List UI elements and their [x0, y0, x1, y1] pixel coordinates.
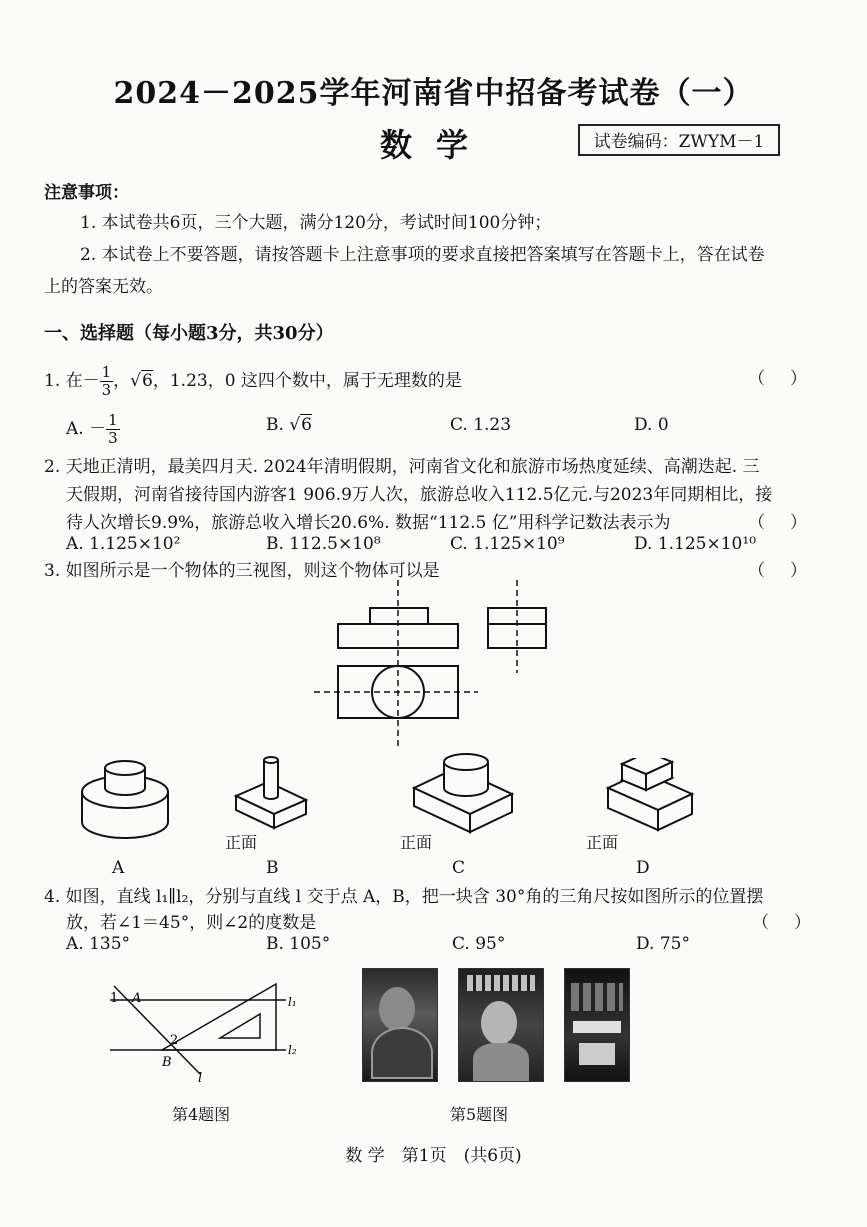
q2-option-a: A. 1.125×10² — [66, 534, 181, 554]
fig5-poster-3 — [564, 968, 630, 1082]
q1-rest: ，1.23，0 这四个数中，属于无理数的是 — [152, 371, 462, 391]
q1-fraction — [100, 364, 114, 399]
page-footer: 数 学 第1页 (共6页) — [345, 1146, 522, 1166]
fig4-label-A: A — [132, 991, 142, 1006]
fig4-parallel-lines-diagram — [100, 974, 310, 1086]
q2-option-d: D. 1.125×10¹⁰ — [634, 534, 757, 554]
q1-answer-paren: （ ） — [748, 369, 811, 389]
poster3-title-art — [573, 1021, 621, 1033]
q1-option-b — [266, 415, 312, 435]
q3-option-a-figure — [70, 752, 180, 852]
q3-answer-paren: （ ） — [748, 561, 811, 581]
triangle-ruler-outer — [162, 984, 276, 1050]
q3-option-b-front-label: 正面 — [225, 833, 258, 852]
q1-opt-b-sqrt-val: 6 — [301, 415, 312, 435]
q3-option-a-label: A — [112, 858, 125, 878]
fig4-label-l1: l₁ — [288, 995, 297, 1009]
poster2-title-art — [467, 975, 535, 991]
q2-line-3: 待人次增长9.9%，旅游总收入增长20.6%. 数据“112.5 亿”用科学记数法表示为 — [66, 513, 671, 533]
poster2-face — [481, 1001, 517, 1045]
poster2-body — [473, 1043, 529, 1081]
q4-line-2: 放，若∠1＝45°，则∠2的度数是 — [66, 913, 317, 933]
q4-option-b: B. 105° — [266, 934, 331, 954]
fig5-caption: 第5题图 — [450, 1105, 509, 1124]
poster1-face — [379, 987, 415, 1031]
note-item-1: 1. 本试卷共6页，三个大题，满分120分，考试时间100分钟； — [80, 213, 552, 233]
q1-frac-den: 3 — [101, 381, 112, 399]
paper-code-box: 试卷编码：ZWYM－1 — [578, 124, 780, 156]
poster3-number-art — [579, 1043, 615, 1065]
three-views-figure — [300, 578, 560, 748]
q2-option-b: B. 112.5×10⁸ — [266, 534, 381, 554]
q3-option-c-figure — [408, 748, 518, 838]
note-item-2-line1: 2. 本试卷上不要答题，请按答题卡上注意事项的要求直接把答案填写在答题卡上，答在试卷 — [80, 245, 765, 265]
q2-answer-paren: （ ） — [748, 513, 811, 533]
fig4-label-l2: l₂ — [288, 1043, 297, 1057]
q3-option-d-figure — [602, 758, 702, 838]
q3-option-c-label: C — [452, 858, 466, 878]
q4-answer-paren: （ ） — [752, 913, 815, 933]
fig4-label-2: 2 — [170, 1033, 179, 1048]
q1-opt-b-sqrt-sign: √ — [289, 415, 301, 435]
q2-option-c: C. 1.125×10⁹ — [450, 534, 565, 554]
notes-heading: 注意事项： — [44, 183, 129, 203]
q1-sqrt-val: 6 — [142, 371, 153, 391]
q1-opt-a-den: 3 — [108, 429, 118, 447]
q1-opt-a-num: 1 — [108, 411, 118, 429]
q4-option-a: A. 135° — [66, 934, 131, 954]
fig4-label-B: B — [162, 1055, 172, 1070]
note-item-2-line2: 上的答案无效。 — [44, 277, 163, 297]
q4-option-d: D. 75° — [636, 934, 690, 954]
q3-stem: 3. 如图所示是一个物体的三视图，则这个物体可以是 — [44, 561, 440, 581]
q3-option-d-front-label: 正面 — [586, 833, 619, 852]
q3-option-b-figure — [228, 752, 318, 832]
q1-option-a — [66, 412, 120, 447]
fig4-caption: 第4题图 — [172, 1105, 231, 1124]
q1-option-d: D. 0 — [634, 415, 669, 435]
subject-title: 数学 — [380, 126, 493, 164]
question-1-stem — [44, 364, 462, 399]
front-view-top-block — [370, 608, 428, 624]
q1-minus: － — [82, 371, 100, 391]
q2-line-2: 天假期，河南省接待国内游客1 906.9万人次，旅游总收入112.5亿元.与2023年同期相比，接 — [66, 485, 773, 505]
q1-prefix: 1. 在 — [44, 371, 83, 391]
fig5-poster-1 — [362, 968, 438, 1082]
q3-option-d-label: D — [636, 858, 650, 878]
q1-frac-num: 1 — [101, 363, 112, 381]
q4-line-1: 4. 如图，直线 l₁∥l₂，分别与直线 l 交于点 A，B，把一块含 30°角的三角尺按如图所示的位置摆 — [44, 887, 764, 907]
q2-line-1: 2. 天地正清明，最美四月天. 2024年清明假期，河南省文化和旅游市场热度延续、高潮迭起. 三 — [44, 457, 760, 477]
section-heading: 一、选择题（每小题3分，共30分） — [44, 323, 334, 344]
fig4-label-1: 1 — [110, 991, 119, 1006]
q1-opt-a-fraction — [106, 412, 120, 447]
q4-option-c: C. 95° — [452, 934, 506, 954]
q1-opt-a-label: A. － — [66, 419, 107, 439]
poster3-crowd — [571, 983, 623, 1011]
triangle-ruler-inner — [220, 1014, 260, 1038]
poster1-helmet — [371, 1027, 433, 1079]
q1-sqrt-sign: √ — [130, 371, 142, 391]
q1-option-c: C. 1.23 — [450, 415, 512, 435]
line-l — [114, 986, 200, 1074]
q1-opt-b-label: B. — [266, 415, 290, 435]
exam-title: 2024－2025学年河南省中招备考试卷（一） — [113, 76, 754, 111]
fig5-poster-2 — [458, 968, 544, 1082]
q3-option-c-front-label: 正面 — [400, 833, 433, 852]
fig4-label-l: l — [198, 1071, 203, 1086]
q1-comma: ， — [113, 371, 131, 391]
q3-option-b-label: B — [266, 858, 279, 878]
